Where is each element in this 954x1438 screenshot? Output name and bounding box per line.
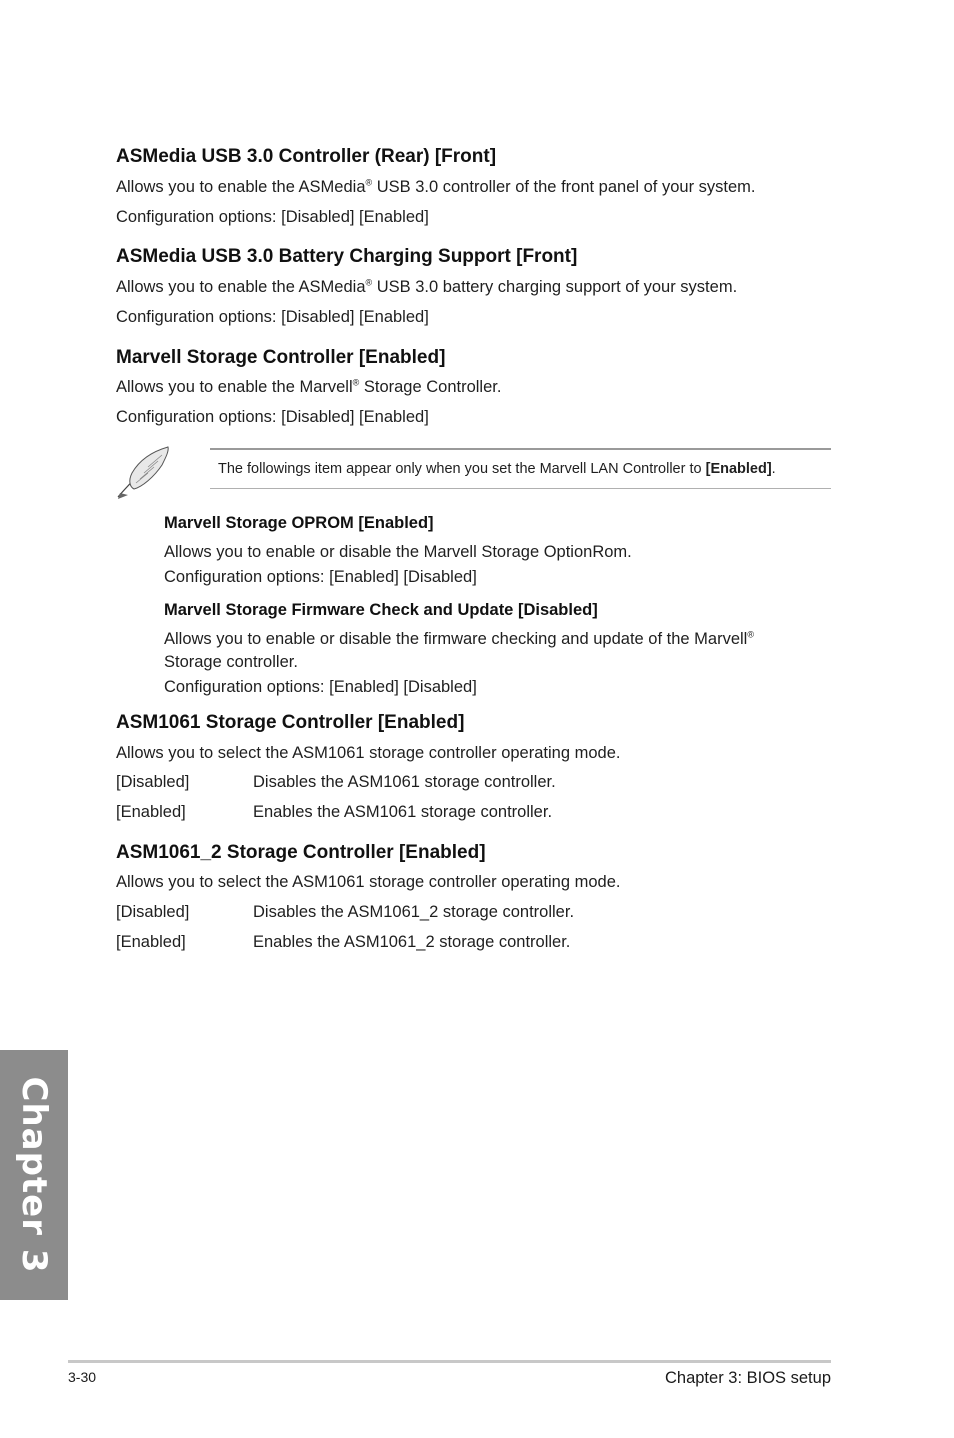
desc-text: Allows you to enable the ASMedia	[116, 278, 366, 296]
desc-text: USB 3.0 controller of the front panel of your system.	[372, 178, 756, 196]
option-key-asm1061-disabled: [Disabled]	[116, 773, 190, 791]
section-config-asmedia-battery-charging: Configuration options: [Disabled] [Enabled]	[116, 308, 429, 326]
desc-text: USB 3.0 battery charging support of your system.	[372, 278, 738, 296]
section-desc-asm1061: Allows you to select the ASM1061 storage controller operating mode.	[116, 744, 621, 762]
section-desc-asmedia-usb-controller	[116, 178, 756, 197]
section-desc-marvell-storage-controller	[116, 378, 501, 397]
feather-pen-icon	[114, 443, 174, 501]
registered-mark: ®	[365, 177, 373, 188]
desc-text: Allows you to enable or disable the firmware checking and update of the Marvell	[164, 630, 748, 648]
subsection-config-marvell-oprom: Configuration options: [Enabled] [Disabled]	[164, 568, 477, 586]
registered-mark: ®	[352, 377, 360, 388]
subsection-desc-marvell-firmware	[164, 630, 754, 649]
section-title-asm1061: ASM1061 Storage Controller [Enabled]	[116, 712, 465, 733]
registered-mark: ®	[747, 629, 754, 640]
chapter-side-tab	[0, 1050, 68, 1300]
section-title-asm1061-2: ASM1061_2 Storage Controller [Enabled]	[116, 842, 486, 863]
subsection-title-marvell-firmware: Marvell Storage Firmware Check and Update [Disabled]	[164, 601, 598, 619]
section-config-marvell-storage-controller: Configuration options: [Disabled] [Enabled]	[116, 408, 429, 426]
note-top-divider	[210, 448, 831, 450]
section-config-asmedia-usb-controller: Configuration options: [Disabled] [Enabled]	[116, 208, 429, 226]
footer-divider	[68, 1360, 831, 1363]
desc-text: Allows you to enable the ASMedia	[116, 178, 366, 196]
subsection-title-marvell-oprom: Marvell Storage OPROM [Enabled]	[164, 514, 434, 532]
section-title-marvell-storage-controller: Marvell Storage Controller [Enabled]	[116, 347, 446, 368]
subsection-desc-marvell-oprom: Allows you to enable or disable the Marvell Storage OptionRom.	[164, 543, 632, 561]
footer-chapter-title: Chapter 3: BIOS setup	[664, 1369, 831, 1387]
option-key-asm1061-enabled: [Enabled]	[116, 803, 186, 821]
option-key-asm1061-2-enabled: [Enabled]	[116, 933, 186, 951]
desc-text: Allows you to enable the Marvell	[116, 378, 353, 396]
registered-mark: ®	[365, 277, 373, 288]
option-value-asm1061-2-enabled: Enables the ASM1061_2 storage controller.	[253, 933, 571, 951]
desc-text: Storage Controller.	[359, 378, 502, 396]
section-title-asmedia-usb-controller: ASMedia USB 3.0 Controller (Rear) [Front]	[116, 146, 497, 167]
section-desc-asm1061-2: Allows you to select the ASM1061 storage controller operating mode.	[116, 873, 621, 891]
option-value-asm1061-disabled: Disables the ASM1061 storage controller.	[253, 773, 556, 791]
note-text	[218, 461, 776, 477]
option-value-asm1061-2-disabled: Disables the ASM1061_2 storage controller.	[253, 903, 575, 921]
subsection-desc-marvell-firmware-cont: Storage controller.	[164, 653, 298, 671]
option-key-asm1061-2-disabled: [Disabled]	[116, 903, 190, 921]
option-value-asm1061-enabled: Enables the ASM1061 storage controller.	[253, 803, 553, 821]
note-text-main: The followings item appear only when you set the Marvell LAN Controller to	[218, 461, 706, 477]
note-text-bold: [Enabled]	[705, 461, 772, 477]
page-number: 3-30	[68, 1369, 97, 1385]
section-desc-asmedia-battery-charging	[116, 278, 737, 297]
chapter-side-tab-label: Chapter 3	[14, 1076, 54, 1274]
subsection-config-marvell-firmware: Configuration options: [Enabled] [Disabled]	[164, 678, 477, 696]
note-bottom-divider	[210, 488, 831, 489]
section-title-asmedia-battery-charging: ASMedia USB 3.0 Battery Charging Support [Front]	[116, 246, 578, 267]
note-text-end: .	[771, 461, 776, 477]
